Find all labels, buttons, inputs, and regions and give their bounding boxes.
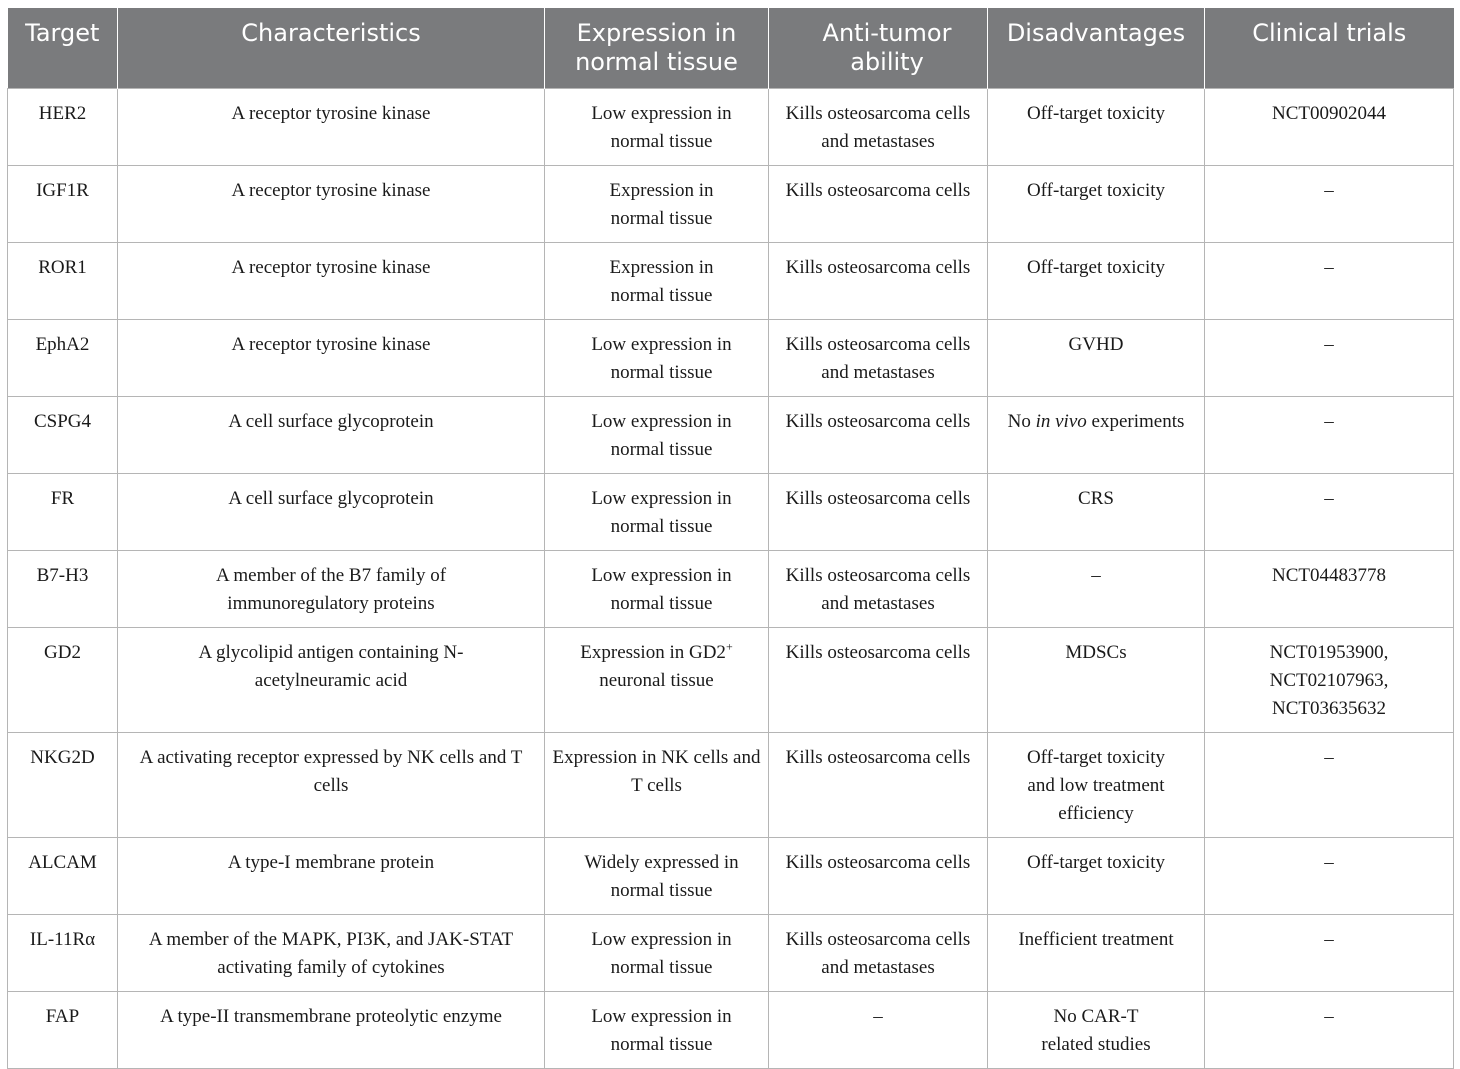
cell-characteristics: A receptor tyrosine kinase [118, 320, 545, 397]
header-clinical-trials: Clinical trials [1205, 8, 1454, 89]
cell-expression: Expression in normal tissue [545, 166, 769, 243]
cell-trials: – [1205, 243, 1454, 320]
cell-trials: – [1205, 320, 1454, 397]
expression-prefix: Expression in GD2 [580, 642, 726, 663]
cell-expression: Expression in NK cells and T cells [545, 733, 769, 838]
cell-expression: Low expression in normal tissue [545, 992, 769, 1069]
cell-target: IL-11Rα [8, 915, 118, 992]
cell-target: FAP [8, 992, 118, 1069]
cell-target: NKG2D [8, 733, 118, 838]
cell-characteristics: A receptor tyrosine kinase [118, 166, 545, 243]
cell-characteristics: A type-I membrane protein [118, 838, 545, 915]
cell-trials: NCT01953900, NCT02107963, NCT03635632 [1205, 628, 1454, 733]
cell-expression: Low expression in normal tissue [545, 320, 769, 397]
cell-disadvantages: GVHD [988, 320, 1205, 397]
cell-target: B7-H3 [8, 551, 118, 628]
cell-expression [545, 628, 769, 733]
cell-trials: – [1205, 915, 1454, 992]
cell-characteristics: A receptor tyrosine kinase [118, 89, 545, 166]
cell-characteristics: A member of the B7 family of immunoregulatory proteins [118, 551, 545, 628]
disadvantages-suffix: experiments [1086, 411, 1185, 432]
cell-disadvantages: No CAR-T related studies [988, 992, 1205, 1069]
disadvantages-prefix: No [1007, 411, 1036, 432]
table-row [8, 733, 1454, 838]
cell-trials: – [1205, 166, 1454, 243]
table-row [8, 992, 1454, 1069]
cell-disadvantages: Off-target toxicity [988, 166, 1205, 243]
expression-superscript: + [725, 639, 733, 654]
cell-trials: – [1205, 397, 1454, 474]
header-characteristics: Characteristics [118, 8, 545, 89]
cell-anti-tumor: Kills osteosarcoma cells [769, 166, 988, 243]
table-row [8, 166, 1454, 243]
cell-characteristics: A member of the MAPK, PI3K, and JAK-STAT activating family of cytokines [118, 915, 545, 992]
cell-expression: Expression in normal tissue [545, 243, 769, 320]
disadvantages-italic: in vivo [1035, 411, 1087, 432]
cell-anti-tumor: Kills osteosarcoma cells and metastases [769, 915, 988, 992]
cell-disadvantages: CRS [988, 474, 1205, 551]
cell-characteristics: A type-II transmembrane proteolytic enzyme [118, 992, 545, 1069]
cell-anti-tumor: Kills osteosarcoma cells [769, 397, 988, 474]
cell-disadvantages: Off-target toxicity [988, 838, 1205, 915]
header-disadvantages: Disadvantages [988, 8, 1205, 89]
cell-target: ROR1 [8, 243, 118, 320]
table-row [8, 320, 1454, 397]
cell-target: IGF1R [8, 166, 118, 243]
header-anti-tumor: Anti-tumor ability [769, 8, 988, 89]
cell-characteristics: A activating receptor expressed by NK cells and T cells [118, 733, 545, 838]
cell-trials: – [1205, 474, 1454, 551]
cell-expression: Widely expressed in normal tissue [545, 838, 769, 915]
table-row [8, 915, 1454, 992]
table-row [8, 397, 1454, 474]
cell-disadvantages [988, 397, 1205, 474]
header-expression: Expression in normal tissue [545, 8, 769, 89]
header-row [8, 8, 1454, 89]
cell-characteristics: A receptor tyrosine kinase [118, 243, 545, 320]
cell-target: EphA2 [8, 320, 118, 397]
cell-target: FR [8, 474, 118, 551]
cell-anti-tumor: Kills osteosarcoma cells and metastases [769, 320, 988, 397]
cell-trials: – [1205, 992, 1454, 1069]
cell-trials: NCT00902044 [1205, 89, 1454, 166]
cell-target: CSPG4 [8, 397, 118, 474]
table-row [8, 838, 1454, 915]
cell-anti-tumor: Kills osteosarcoma cells and metastases [769, 551, 988, 628]
table-row [8, 474, 1454, 551]
table-row [8, 243, 1454, 320]
cell-disadvantages: Off-target toxicity [988, 89, 1205, 166]
cell-disadvantages: Off-target toxicity [988, 243, 1205, 320]
cell-expression: Low expression in normal tissue [545, 397, 769, 474]
table-row [8, 551, 1454, 628]
cell-anti-tumor: Kills osteosarcoma cells [769, 628, 988, 733]
cell-anti-tumor: – [769, 992, 988, 1069]
table-row [8, 89, 1454, 166]
cell-target: ALCAM [8, 838, 118, 915]
cell-characteristics: A cell surface glycoprotein [118, 474, 545, 551]
cell-disadvantages: – [988, 551, 1205, 628]
cell-trials: – [1205, 838, 1454, 915]
cell-disadvantages: Inefficient treatment [988, 915, 1205, 992]
cell-characteristics: A glycolipid antigen containing N-acetylneuramic acid [118, 628, 545, 733]
cell-anti-tumor: Kills osteosarcoma cells [769, 733, 988, 838]
cell-trials: – [1205, 733, 1454, 838]
cell-characteristics: A cell surface glycoprotein [118, 397, 545, 474]
cell-anti-tumor: Kills osteosarcoma cells [769, 474, 988, 551]
cell-anti-tumor: Kills osteosarcoma cells [769, 243, 988, 320]
car-t-targets-table [7, 8, 1454, 1069]
cell-expression: Low expression in normal tissue [545, 474, 769, 551]
expression-suffix: neuronal tissue [599, 670, 714, 691]
cell-trials: NCT04483778 [1205, 551, 1454, 628]
table-row [8, 628, 1454, 733]
cell-target: HER2 [8, 89, 118, 166]
cell-disadvantages: MDSCs [988, 628, 1205, 733]
cell-expression: Low expression in normal tissue [545, 551, 769, 628]
cell-disadvantages: Off-target toxicity and low treatment efficiency [988, 733, 1205, 838]
cell-target: GD2 [8, 628, 118, 733]
cell-anti-tumor: Kills osteosarcoma cells [769, 838, 988, 915]
cell-anti-tumor: Kills osteosarcoma cells and metastases [769, 89, 988, 166]
cell-expression: Low expression in normal tissue [545, 915, 769, 992]
header-target: Target [8, 8, 118, 89]
cell-expression: Low expression in normal tissue [545, 89, 769, 166]
